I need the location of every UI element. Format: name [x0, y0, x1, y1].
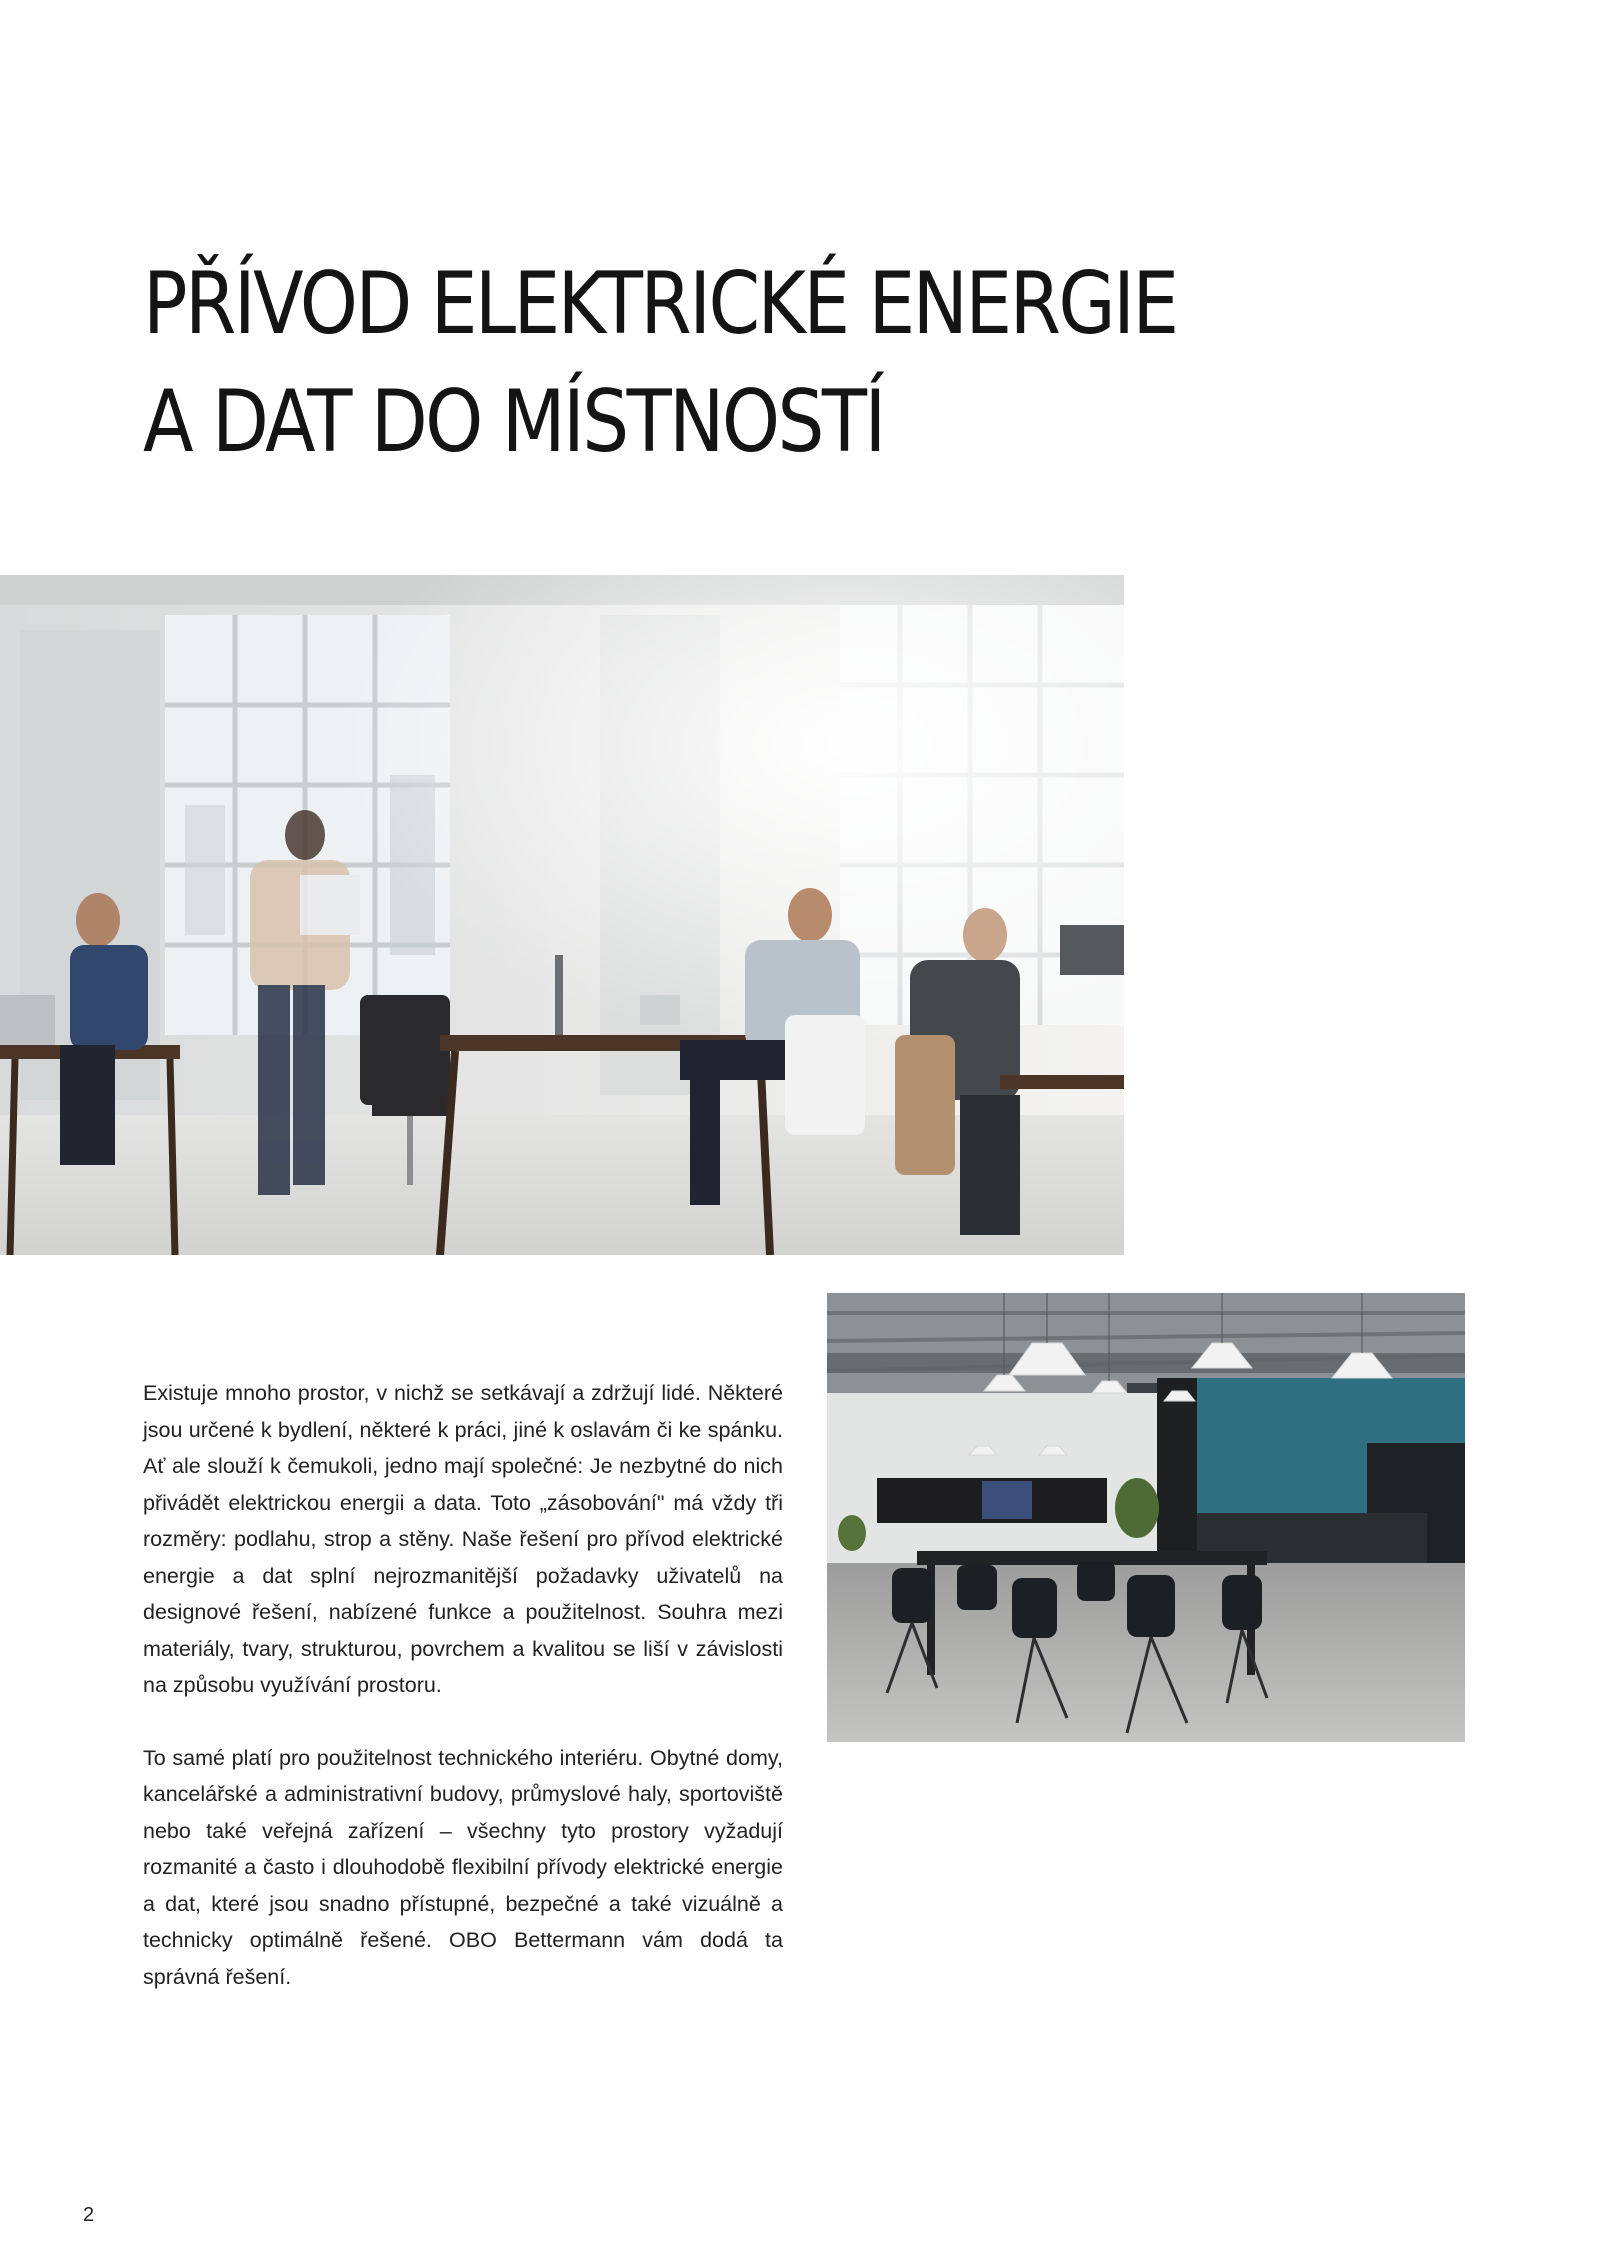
- loft-photo: [827, 1293, 1465, 1742]
- loft-photo-illustration: [827, 1293, 1465, 1742]
- office-photo: [0, 575, 1124, 1255]
- page-title-line-2: A DAT DO MÍSTNOSTÍ: [143, 372, 884, 472]
- body-text: [143, 1375, 783, 2031]
- page-number: 2: [83, 2204, 95, 2226]
- page-title-line-1: PŘÍVOD ELEKTRICKÉ ENERGIE: [143, 254, 1177, 354]
- paragraph-1: Existuje mnoho prostor, v nichž se setkávají a zdržují lidé. Některé jsou určené k bydlení, některé k práci, jiné k oslavám či ke spánku. Ať ale slouží k čemukoli, jedno mají společné: Je nezbytné do nich přivádět elektrickou energii a data. Toto „zásobování" má vždy tři rozměry: podlahu, strop a stěny. Naše řešení pro přívod elektrické energie a dat splní nejrozmanitější požadavky uživatelů na designové řešení, nabízené funkce a použitelnost. Souhra mezi materiály, tvary, strukturou, povrchem a kvalitou se liší v závislosti na způsobu využívání prostoru.: [143, 1381, 783, 1697]
- office-photo-illustration: [0, 575, 1124, 1255]
- page-title: [143, 245, 1175, 481]
- paragraph-2: To samé platí pro použitelnost technického interiéru. Obytné domy, kancelářské a administrativní budovy, průmyslové haly, sportoviště nebo také veřejná zařízení – všechny tyto prostory vyžadují rozmanité a často i dlouhodobě flexibilní přívody elektrické energie a dat, které jsou snadno přístupné, bezpečné a také vizuálně a technicky optimálně řešené. OBO Bettermann vám dodá ta správná řešení.: [143, 1745, 783, 1989]
